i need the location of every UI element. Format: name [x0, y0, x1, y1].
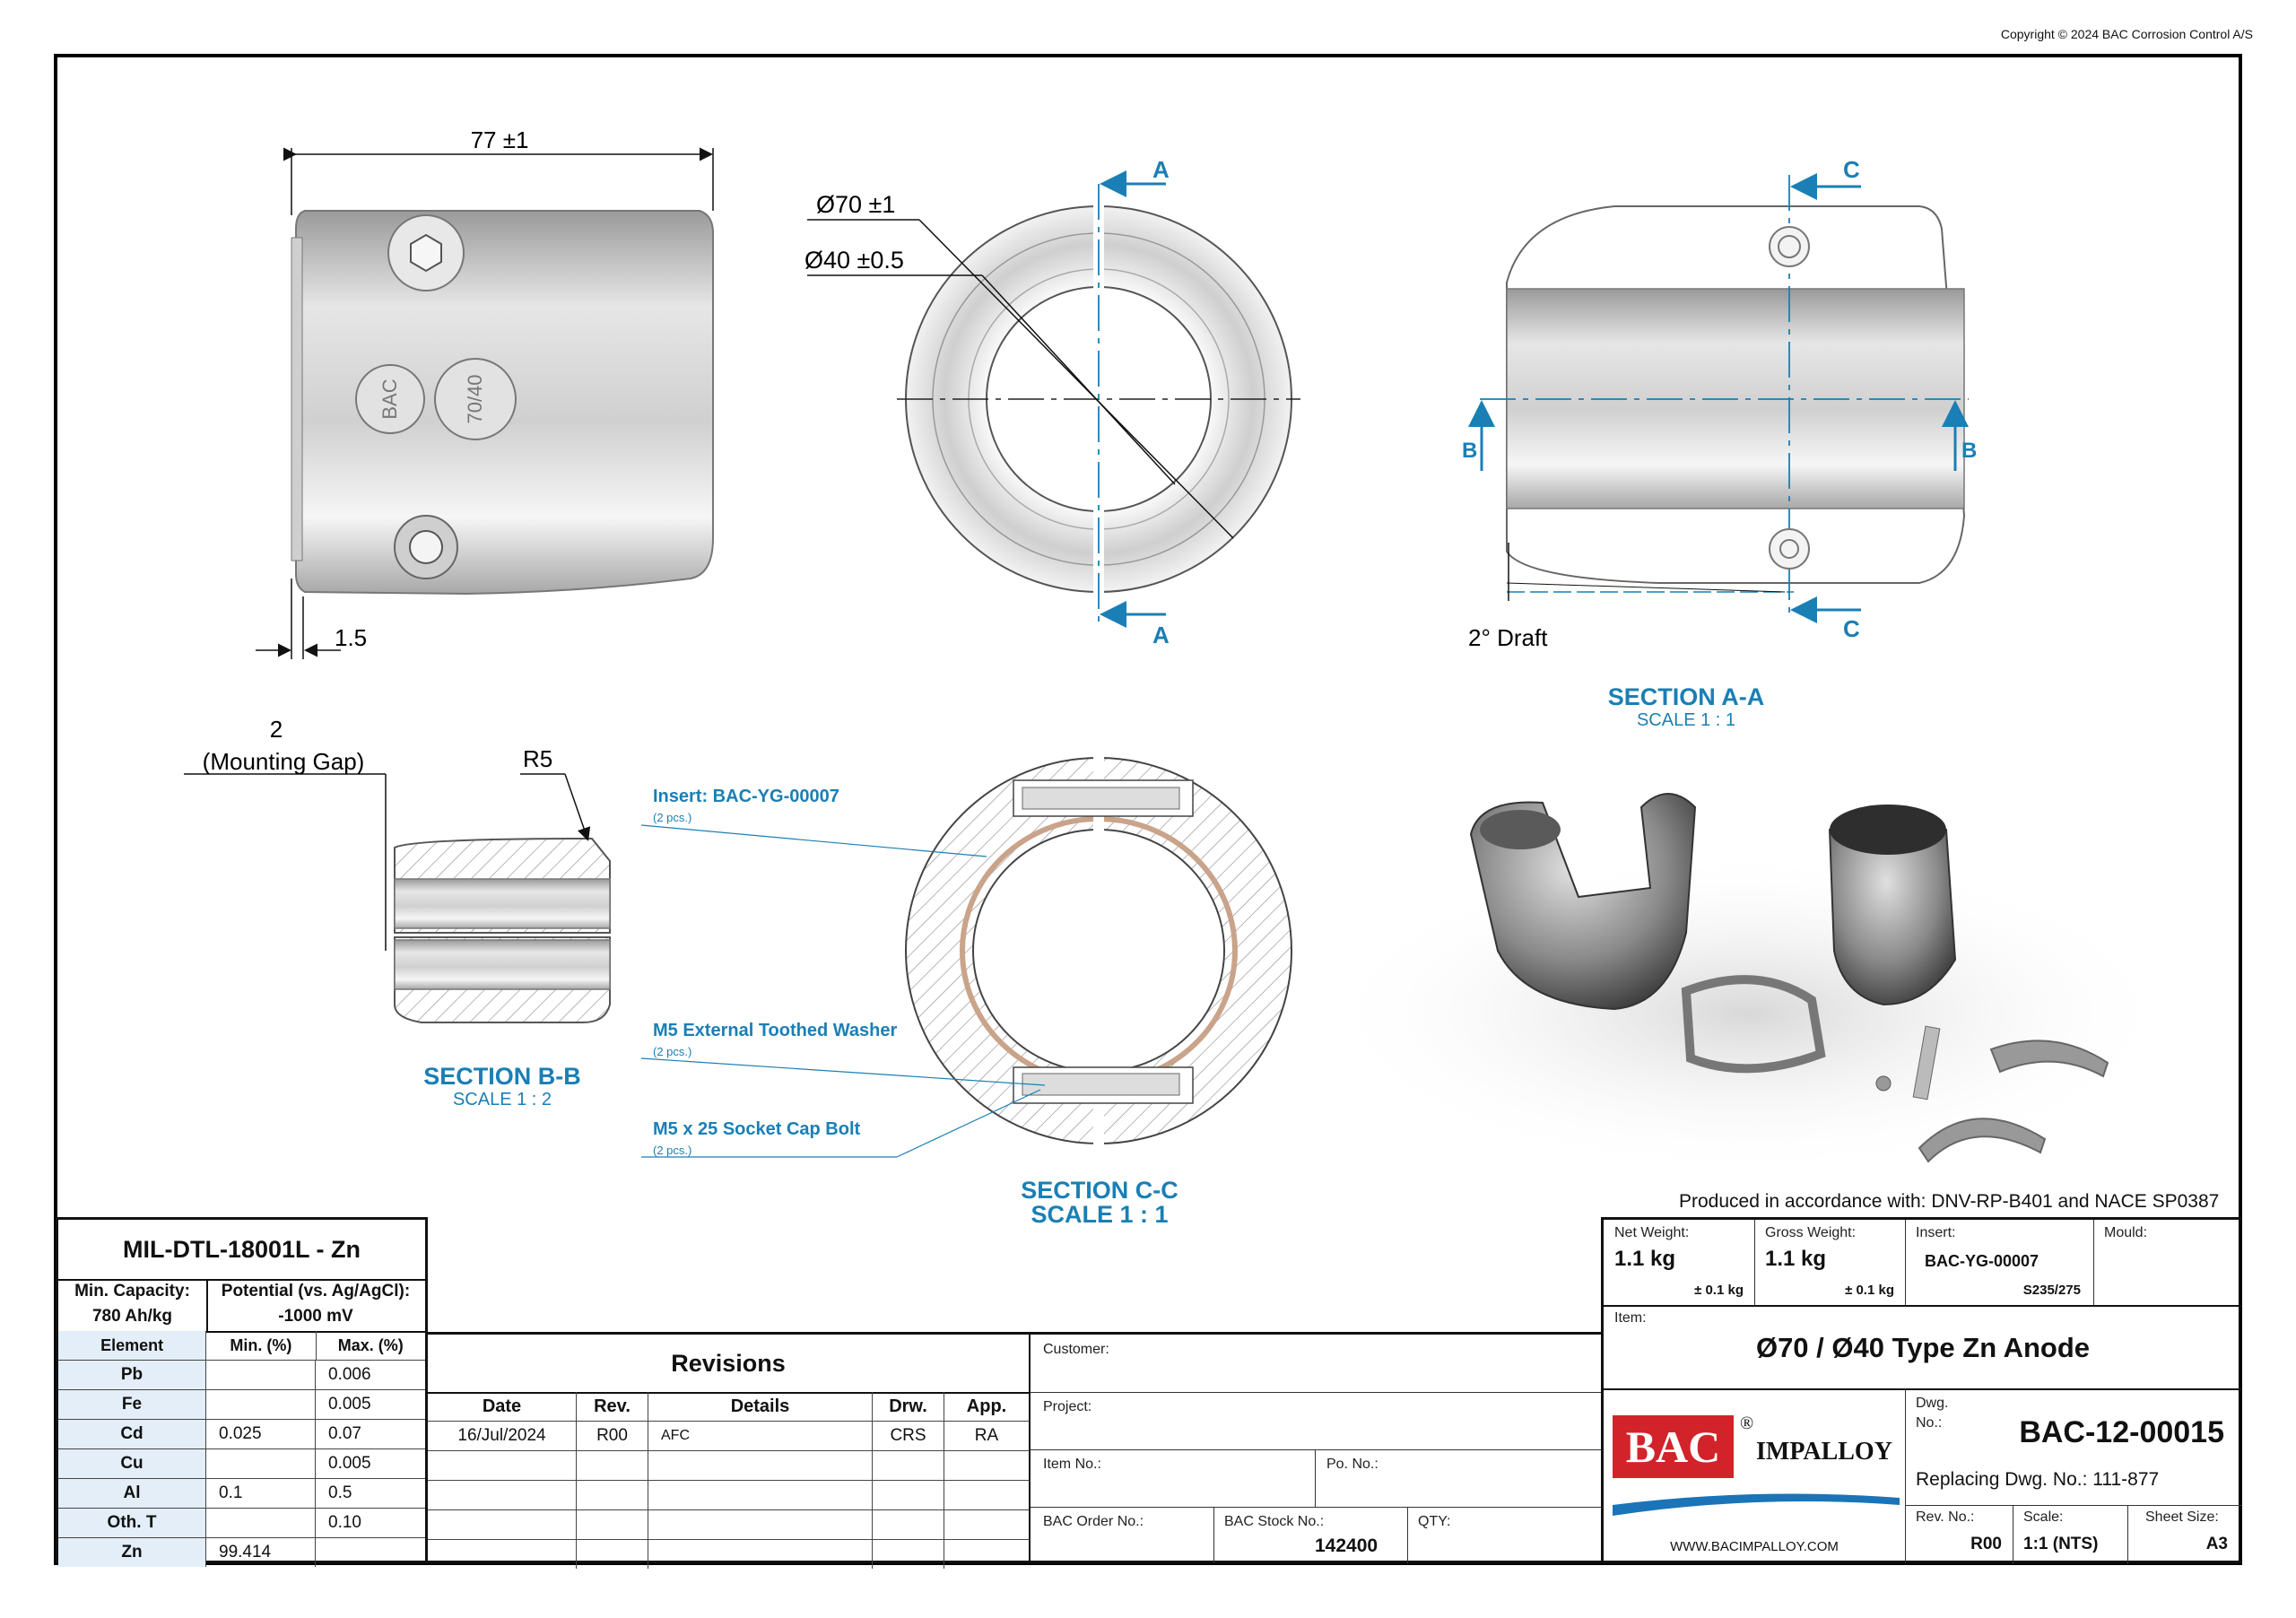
- rev-date: [428, 1451, 577, 1480]
- rev-number: [577, 1510, 648, 1539]
- gross-weight-tol: ± 0.1 kg: [1845, 1283, 1894, 1298]
- project-row: [1031, 1392, 1601, 1450]
- bac-stock-divider: [1213, 1507, 1214, 1563]
- mould-cell: [2093, 1220, 2242, 1305]
- qty-divider: [1407, 1507, 1408, 1563]
- revision-row: [428, 1422, 1029, 1451]
- callout-insert-label: Insert: BAC-YG-00007: [653, 787, 839, 806]
- section-aa-cut-c-bottom: C: [1843, 615, 1860, 642]
- section-aa-cut-c-top: C: [1843, 156, 1860, 183]
- material-max: 0.005: [328, 1395, 371, 1414]
- rev-approved: [944, 1510, 1029, 1539]
- side-width-dim: 77 ±1: [470, 126, 529, 153]
- section-aa-title: SECTION A-A: [1607, 683, 1765, 710]
- rev-approved: [944, 1481, 1029, 1509]
- material-max: [316, 1538, 425, 1567]
- item-row: [1604, 1305, 2242, 1390]
- revisions-rows: [428, 1392, 1029, 1569]
- material-element: Pb: [58, 1361, 206, 1389]
- net-weight-tol: ± 0.1 kg: [1694, 1283, 1744, 1298]
- section-cc-title: SECTION C-C: [1021, 1177, 1178, 1204]
- insert-cell: [1905, 1220, 2094, 1305]
- material-element: Al: [58, 1479, 206, 1508]
- revisions-header-rev-number: Rev.: [577, 1392, 648, 1421]
- project-label: Project:: [1043, 1399, 1092, 1414]
- brand-cell: [1604, 1388, 1906, 1563]
- rev-date: 16/Jul/2024: [428, 1422, 577, 1450]
- rev-date: [428, 1510, 577, 1539]
- scale-value: 1:1 (NTS): [2023, 1535, 2099, 1553]
- material-min: [206, 1449, 316, 1478]
- section-bb-title: SECTION B-B: [423, 1063, 581, 1090]
- material-element: Cd: [58, 1420, 206, 1448]
- qty-label: QTY:: [1418, 1514, 1451, 1529]
- gross-weight-value: 1.1 kg: [1765, 1247, 1827, 1271]
- section-aa-cut-b-left: B: [1462, 439, 1478, 463]
- rev-details: [648, 1481, 873, 1509]
- sheet-size-label: Sheet Size:: [2145, 1509, 2219, 1525]
- material-row: [58, 1420, 425, 1449]
- capacity-label: Min. Capacity:: [74, 1282, 190, 1300]
- capacity-cell: [58, 1279, 208, 1333]
- rev-no-label: Rev. No.:: [1916, 1509, 1975, 1525]
- rev-details: AFC: [648, 1422, 873, 1450]
- item-po-row: [1031, 1449, 1601, 1508]
- side-size-text: 70/40: [464, 374, 486, 424]
- rev-number: [577, 1451, 648, 1480]
- callout-bolt-label: M5 x 25 Socket Cap Bolt: [653, 1119, 861, 1139]
- dwg-value: BAC-12-00015: [2019, 1415, 2224, 1449]
- net-weight-value: 1.1 kg: [1614, 1247, 1676, 1271]
- rev-approved: [944, 1540, 1029, 1569]
- front-cut-marker-bottom: A: [1152, 622, 1170, 648]
- material-max: 0.005: [328, 1454, 371, 1473]
- rev-drawn: [873, 1451, 944, 1480]
- material-header-row: [58, 1331, 425, 1361]
- revisions-table: [428, 1332, 1031, 1563]
- brand-swoosh: [1613, 1487, 1900, 1523]
- callout-bolt-qty: (2 pcs.): [653, 1144, 692, 1157]
- gross-weight-label: Gross Weight:: [1765, 1225, 1857, 1240]
- potential-label: Potential (vs. Ag/AgCl):: [221, 1282, 411, 1300]
- title-block: [1601, 1217, 2242, 1563]
- rev-date: [428, 1481, 577, 1509]
- rev-number: [577, 1540, 648, 1569]
- front-inner-dim: Ø40 ±0.5: [804, 247, 904, 274]
- website: WWW.BACIMPALLOY.COM: [1670, 1539, 1839, 1554]
- scale-cell: [2013, 1506, 2128, 1564]
- front-outer-dim: Ø70 ±1: [816, 191, 896, 218]
- material-rows: [58, 1331, 425, 1567]
- customer-label: Customer:: [1043, 1342, 1109, 1357]
- revisions-title: Revisions: [428, 1335, 1029, 1394]
- rev-approved: RA: [974, 1426, 999, 1445]
- bac-order-row: [1031, 1507, 1601, 1563]
- material-min: [206, 1390, 316, 1419]
- bac-stock-value: 142400: [1315, 1535, 1378, 1556]
- rev-details: [648, 1451, 873, 1480]
- scale-label: Scale:: [2023, 1509, 2064, 1525]
- order-block: [1031, 1332, 1601, 1563]
- insert-material: S235/275: [2022, 1283, 2081, 1298]
- rev-number: R00: [577, 1422, 648, 1450]
- material-row: [58, 1361, 425, 1390]
- sheet-size-value: A3: [2205, 1535, 2228, 1553]
- material-max: 0.006: [328, 1365, 371, 1384]
- section-bb-view: [184, 774, 610, 1022]
- section-bb-gap-value: 2: [269, 716, 283, 743]
- material-table: [56, 1217, 428, 1563]
- mould-label: Mould:: [2104, 1225, 2148, 1240]
- rev-details: [648, 1510, 873, 1539]
- section-aa-cut-b-right: B: [1961, 439, 1978, 463]
- callout-washer-label: M5 External Toothed Washer: [653, 1021, 898, 1040]
- dwg-label: Dwg. No.:: [1916, 1396, 1949, 1431]
- revisions-header-rev-date: Date: [428, 1392, 577, 1421]
- compliance-note: Produced in accordance with: DNV-RP-B401 and NACE SP0387: [1679, 1191, 2220, 1212]
- callout-washer-qty: (2 pcs.): [653, 1045, 692, 1058]
- customer-row: [1031, 1335, 1601, 1393]
- net-weight-cell: [1604, 1220, 1755, 1305]
- copyright-notice: Copyright © 2024 BAC Corrosion Control A/S: [2000, 27, 2253, 41]
- material-min: [206, 1361, 316, 1389]
- material-min: 99.414: [206, 1538, 316, 1567]
- material-row: [58, 1390, 425, 1420]
- section-aa-draft: 2° Draft: [1468, 624, 1548, 651]
- rev-drawn: CRS: [873, 1422, 944, 1450]
- rev-drawn: [873, 1481, 944, 1509]
- side-logo-text: BAC: [378, 378, 401, 420]
- rev-drawn: [873, 1540, 944, 1569]
- revision-row: [428, 1481, 1029, 1510]
- po-divider: [1315, 1449, 1316, 1507]
- material-min: 0.025: [206, 1420, 316, 1448]
- revisions-header-rev-drawn: Drw.: [873, 1392, 944, 1421]
- potential-cell: [206, 1279, 425, 1333]
- item-value: Ø70 / Ø40 Type Zn Anode: [1755, 1332, 2091, 1363]
- material-max: 0.07: [328, 1424, 361, 1443]
- material-header-element: Element: [58, 1331, 206, 1360]
- item-no-label: Item No.:: [1043, 1457, 1101, 1472]
- material-row: [58, 1479, 425, 1509]
- sheet-size-cell: [2127, 1506, 2242, 1564]
- revision-row: [428, 1510, 1029, 1540]
- side-flange-dim: 1.5: [335, 624, 368, 651]
- gross-weight-cell: [1754, 1220, 1906, 1305]
- section-bb-gap-label: (Mounting Gap): [202, 748, 365, 775]
- section-bb-scale: SCALE 1 : 2: [452, 1090, 552, 1109]
- bac-order-label: BAC Order No.:: [1043, 1514, 1144, 1529]
- rev-scale-row: [1905, 1505, 2242, 1564]
- material-element: Zn: [58, 1538, 206, 1567]
- net-weight-label: Net Weight:: [1614, 1225, 1690, 1240]
- material-min: [206, 1509, 316, 1537]
- material-element: Fe: [58, 1390, 206, 1419]
- bac-stock-label: BAC Stock No.:: [1224, 1514, 1325, 1529]
- rev-drawn: [873, 1510, 944, 1539]
- revisions-header-rev-approved: App.: [966, 1396, 1007, 1416]
- section-bb-radius: R5: [523, 745, 553, 772]
- brand-name: IMPALLOY: [1756, 1438, 1892, 1466]
- section-cc-scale: SCALE 1 : 1: [1031, 1201, 1169, 1228]
- material-max: 0.10: [328, 1513, 361, 1532]
- section-aa-scale: SCALE 1 : 1: [1636, 710, 1736, 730]
- replacing-dwg: Replacing Dwg. No.: 111-877: [1916, 1469, 2160, 1490]
- revision-row: [428, 1540, 1029, 1569]
- rev-no-cell: [1905, 1506, 2013, 1564]
- dwg-cell: [1905, 1388, 2242, 1505]
- rev-details: [648, 1540, 873, 1569]
- material-row: [58, 1538, 425, 1567]
- material-header-max: Max. (%): [337, 1335, 404, 1354]
- revisions-header-row: [428, 1392, 1029, 1422]
- product-photo: [1318, 794, 2179, 1175]
- brand-registered: ®: [1740, 1414, 1754, 1433]
- bac-logo: BAC: [1613, 1415, 1734, 1478]
- insert-label: Insert:: [1916, 1225, 1956, 1240]
- revisions-header-rev-details: Details: [648, 1392, 873, 1421]
- section-aa-view: [1480, 175, 1969, 614]
- revision-row: [428, 1451, 1029, 1481]
- material-element: Oth. T: [58, 1509, 206, 1537]
- rev-no-value: R00: [1970, 1535, 2002, 1553]
- section-cc-view: [641, 753, 1292, 1157]
- po-no-label: Po. No.:: [1326, 1457, 1378, 1472]
- material-element: Cu: [58, 1449, 206, 1478]
- material-min: 0.1: [206, 1479, 316, 1508]
- rev-number: [577, 1481, 648, 1509]
- potential-value: -1000 mV: [278, 1307, 353, 1326]
- rev-date: [428, 1540, 577, 1569]
- rev-approved: [944, 1451, 1029, 1480]
- insert-value: BAC-YG-00007: [1925, 1252, 2039, 1270]
- item-label: Item:: [1614, 1310, 1647, 1326]
- front-cut-marker-top: A: [1152, 156, 1170, 183]
- material-spec: MIL-DTL-18001L - Zn: [58, 1220, 425, 1281]
- material-max: 0.5: [328, 1483, 352, 1502]
- material-header-min: Min. (%): [206, 1331, 316, 1360]
- capacity-value: 780 Ah/kg: [91, 1307, 173, 1326]
- material-row: [58, 1449, 425, 1479]
- material-row: [58, 1509, 425, 1538]
- weights-row: [1604, 1220, 2242, 1307]
- callout-insert-qty: (2 pcs.): [653, 811, 692, 824]
